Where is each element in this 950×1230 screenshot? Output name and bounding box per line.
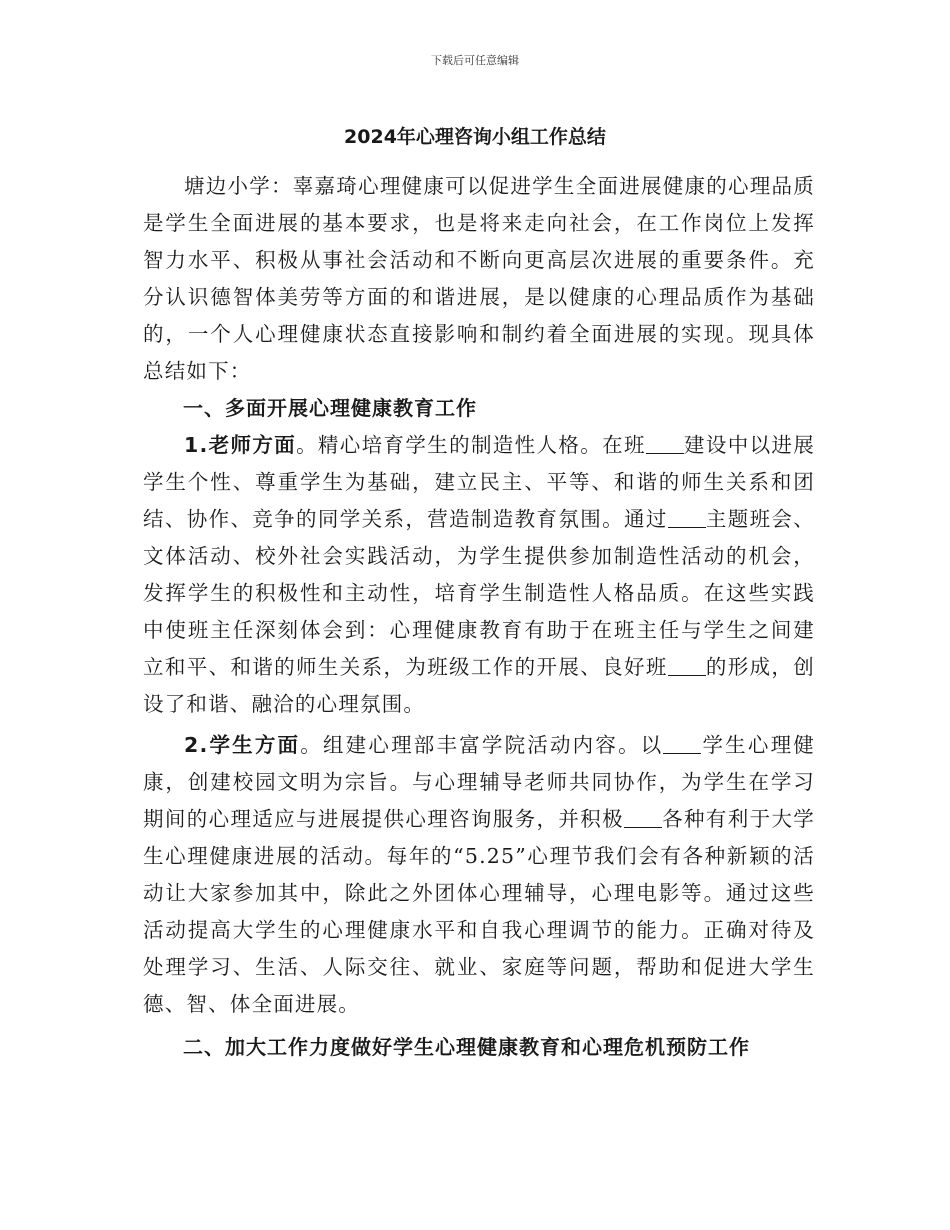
student-text-2: 学生心理健康，创建校园文明为宗旨。与心理辅导老师共同协作，为学生在学习期间的心理适应与进展提供心理咨询服务，并积极 <box>143 733 815 831</box>
section-heading-2: 二、加大工作力度做好学生心理健康教育和心理危机预防工作 <box>183 1035 750 1059</box>
blank-underline <box>668 509 706 528</box>
document-body <box>143 168 815 1066</box>
blank-underline <box>663 735 701 754</box>
teacher-lead: 1.老师方面 <box>184 433 297 457</box>
section-heading-1: 一、多面开展心理健康教育工作 <box>183 396 477 420</box>
intro-paragraph: 塘边小学：辜嘉琦心理健康可以促进学生全面进展健康的心理品质是学生全面进展的基本要求，也是将来走向社会，在工作岗位上发挥智力水平、积极从事社会活动和不断向更高层次进展的重要条件。充分认识德智体美劳等方面的和谐进展，是以健康的心理品质作为基础的，一个人心理健康状态直接影响和制约着全面进展的实现。现具体总结如下： <box>143 174 815 383</box>
student-paragraph <box>143 727 815 1023</box>
blank-underline <box>668 657 706 676</box>
student-text-3: 各种有利于大学生心理健康进展的活动。每年的“5.25”心理节我们会有各种新颖的活动让大家参加其中，除此之外团体心理辅导，心理电影等。通过这些活动提高大学生的心理健康水平和自我心理调节的能力。正确对待及处理学习、生活、人际交往、就业、家庭等问题，帮助和促进大学生德、智、体全面进展。 <box>143 807 815 1016</box>
student-lead: 2.学生方面 <box>184 733 301 757</box>
teacher-text-2: 建设中以进展学生个性、尊重学生为基础，建立民主、平等、和谐的师生关系和团结、协作、竞争的同学关系，营造制造教育氛围。通过 <box>143 433 815 531</box>
document-title: 2024年心理咨询小组工作总结 <box>344 126 606 148</box>
teacher-text-3: 主题班会、文体活动、校外社会实践活动，为学生提供参加制造性活动的机会，发挥学生的积极性和主动性，培育学生制造性人格品质。在这些实践中使班主任深刻体会到：心理健康教育有助于在班主任与学生之间建立和平、和谐的师生关系，为班级工作的开展、良好班 <box>143 507 815 679</box>
student-text-1: 。组建心理部丰富学院活动内容。以 <box>300 733 664 757</box>
header-note: 下载后可任意编辑 <box>431 54 519 67</box>
blank-underline <box>624 809 662 828</box>
blank-underline <box>646 435 684 454</box>
teacher-text-4: 的形成，创设了和谐、融洽的心理氛围。 <box>143 655 815 716</box>
teacher-text-1: 。精心培育学生的制造性人格。在班 <box>296 433 646 457</box>
teacher-paragraph <box>143 427 815 723</box>
